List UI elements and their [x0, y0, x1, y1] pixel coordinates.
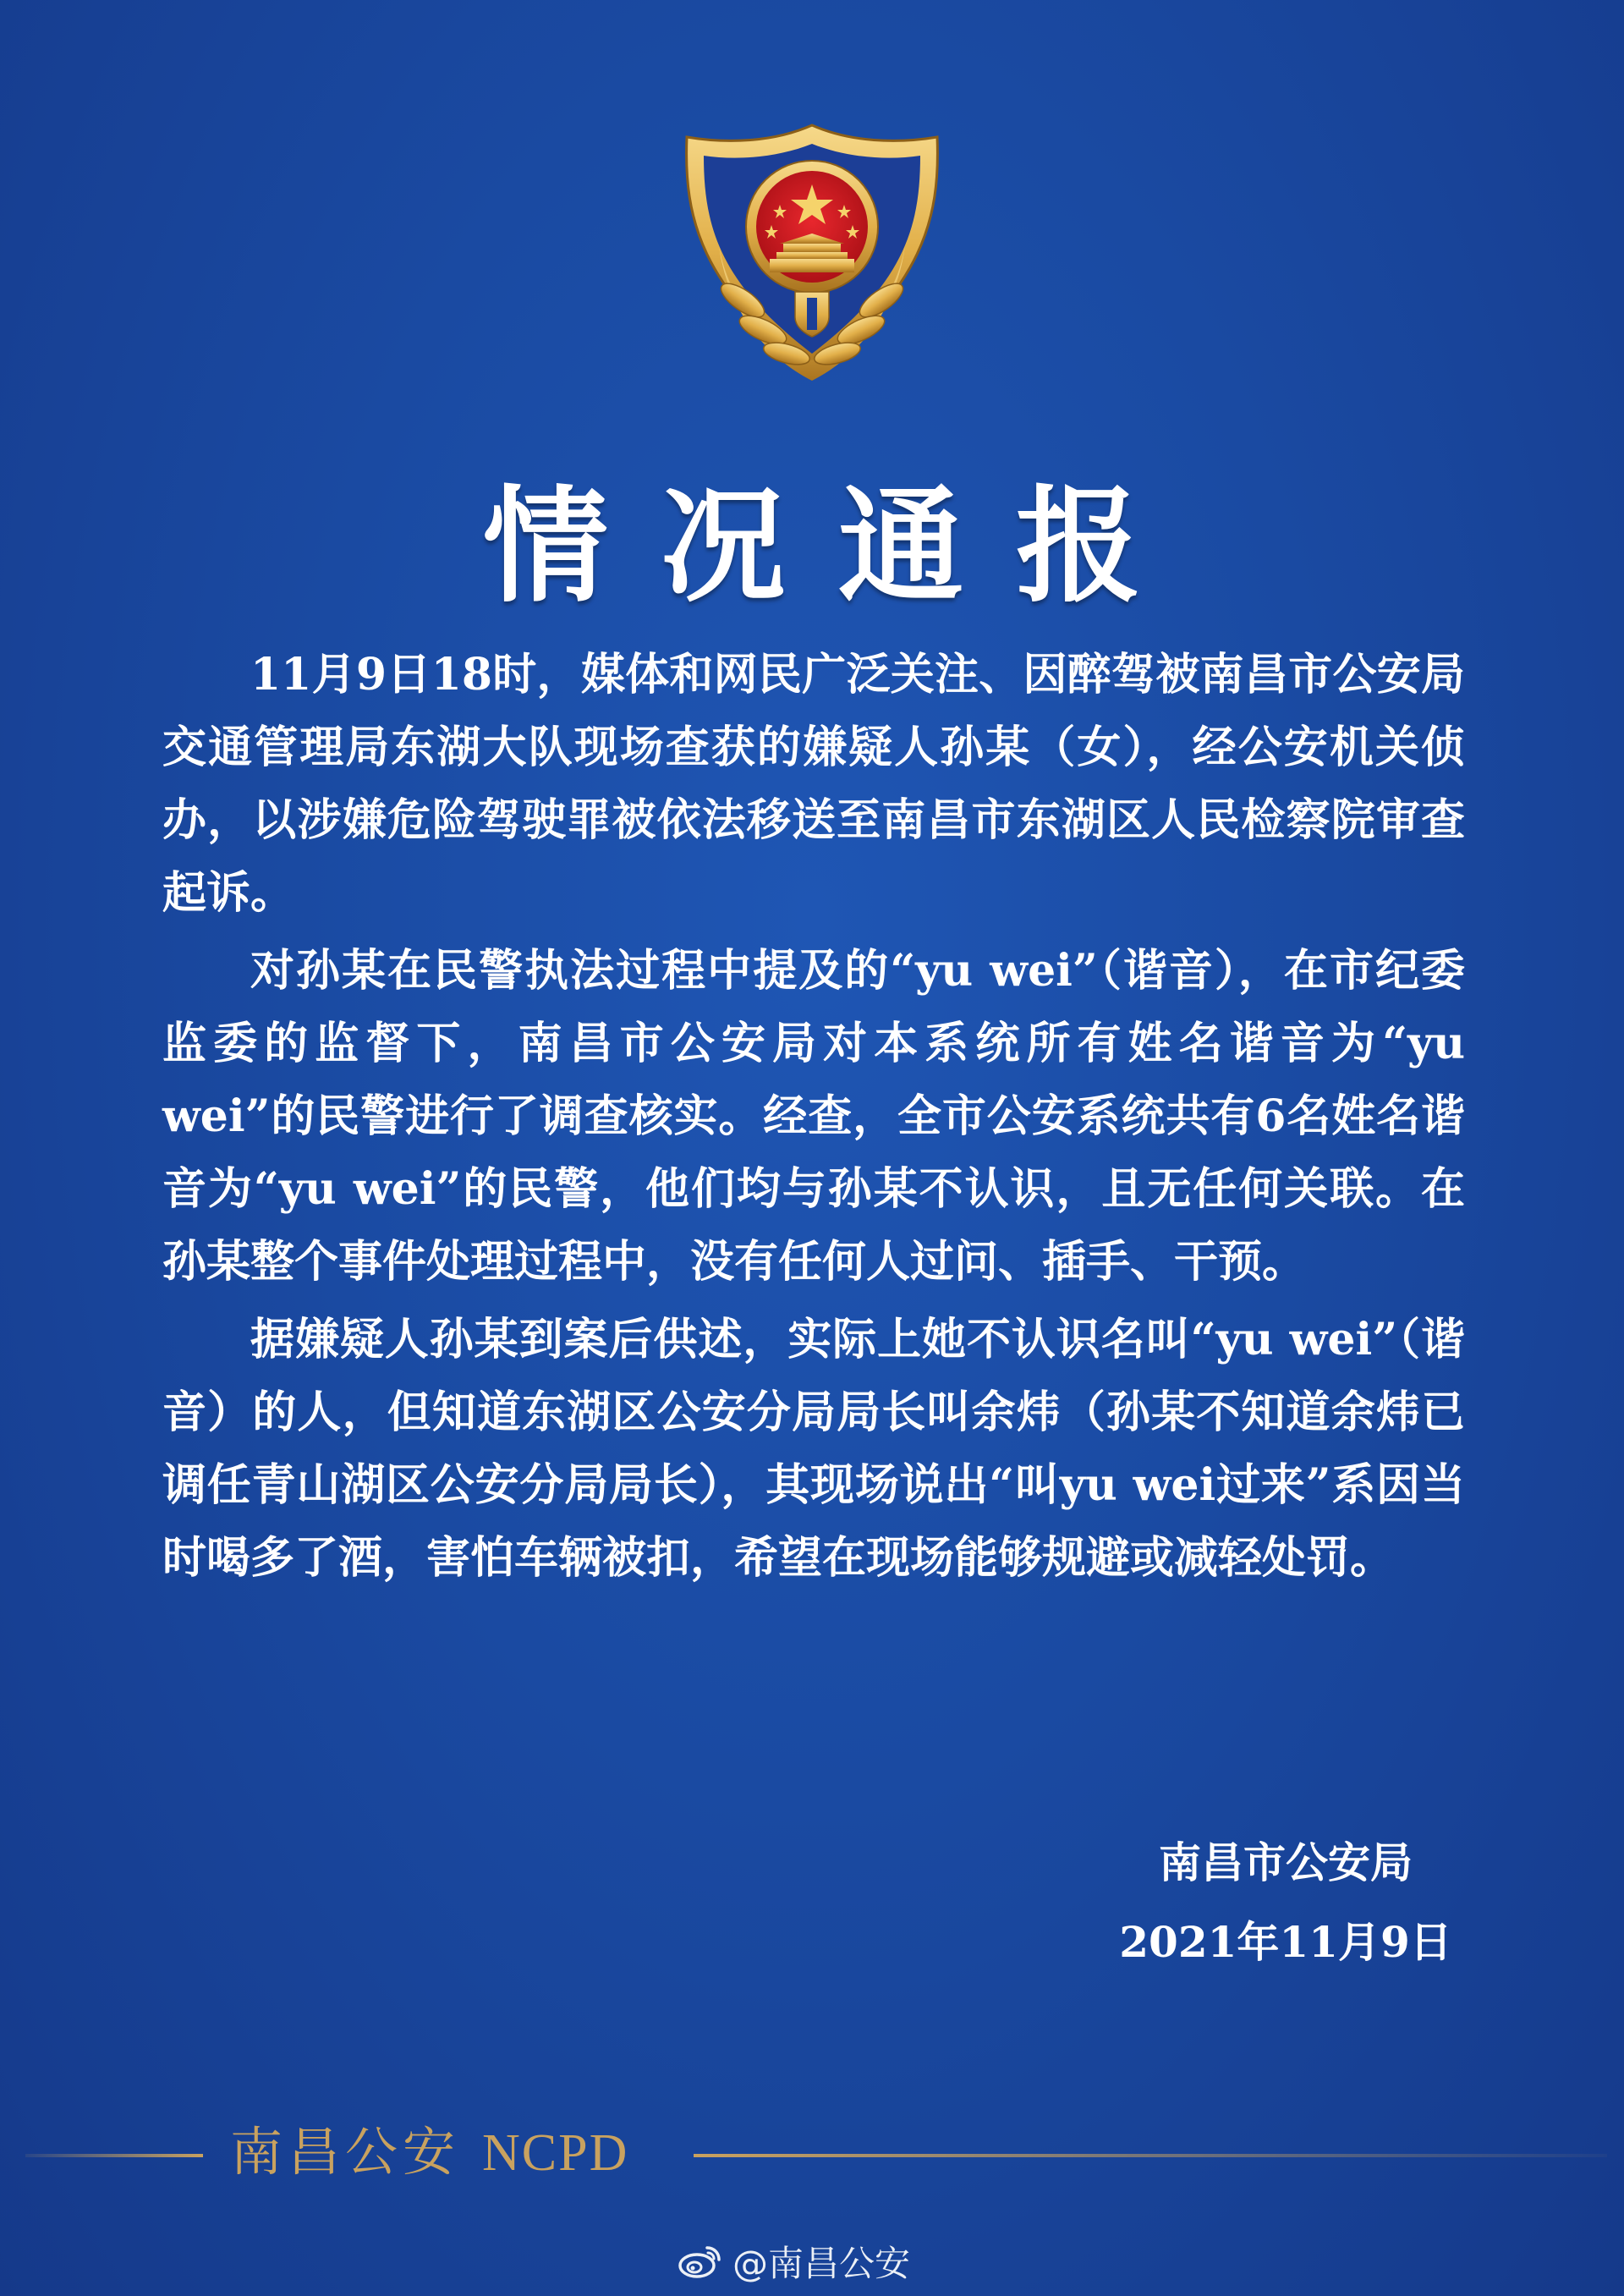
- footer-brand-en: NCPD: [482, 2124, 629, 2182]
- police-emblem-icon: [668, 118, 956, 415]
- footer-divider-left: [25, 2154, 203, 2157]
- footer-brand-cn: 南昌公安: [230, 2124, 461, 2182]
- signature-date: 2021年11月9日: [1119, 1917, 1452, 1967]
- footer-divider-right: [694, 2154, 1607, 2157]
- notice-body: [162, 639, 1465, 1600]
- paragraph: 11月9日18时，媒体和网民广泛关注、因醉驾被南昌市公安局交通管理局东湖大队现场查获的嫌疑人孙某（女），经公安机关侦办，以涉嫌危险驾驶罪被依法移送至南昌市东湖区人民检察院审查起诉。: [162, 649, 1465, 919]
- signature-org: 南昌市公安局: [1159, 1837, 1413, 1887]
- footer-brand: [230, 2119, 687, 2187]
- watermark-text: @南昌公安: [732, 2243, 911, 2284]
- weibo-watermark: [677, 2238, 910, 2285]
- paragraph: 据嫌疑人孙某到案后供述，实际上她不认识名叫“yu wei”（谐音）的人，但知道东湖区公安分局局长叫余炜（孙某不知道余炜已调任青山湖区公安分局局长），其现场说出“叫yu wei过来”系因当时喝多了酒，害怕车辆被扣，希望在现场能够规避或减轻处罚。: [162, 1314, 1465, 1584]
- weibo-icon: [677, 2243, 722, 2280]
- signature-block: [1100, 1823, 1472, 1982]
- page-title: 情况通报: [483, 472, 1193, 619]
- paragraph: 对孙某在民警执法过程中提及的“yu wei”（谐音），在市纪委监委的监督下，南昌市公安局对本系统所有姓名谐音为“yu wei”的民警进行了调查核实。经查，全市公安系统共有6名姓名谐音为“yu wei”的民警，他们均与孙某不认识，且无任何关联。在孙某整个事件处理过程中，没有任何人过问、插手、干预。: [162, 945, 1465, 1288]
